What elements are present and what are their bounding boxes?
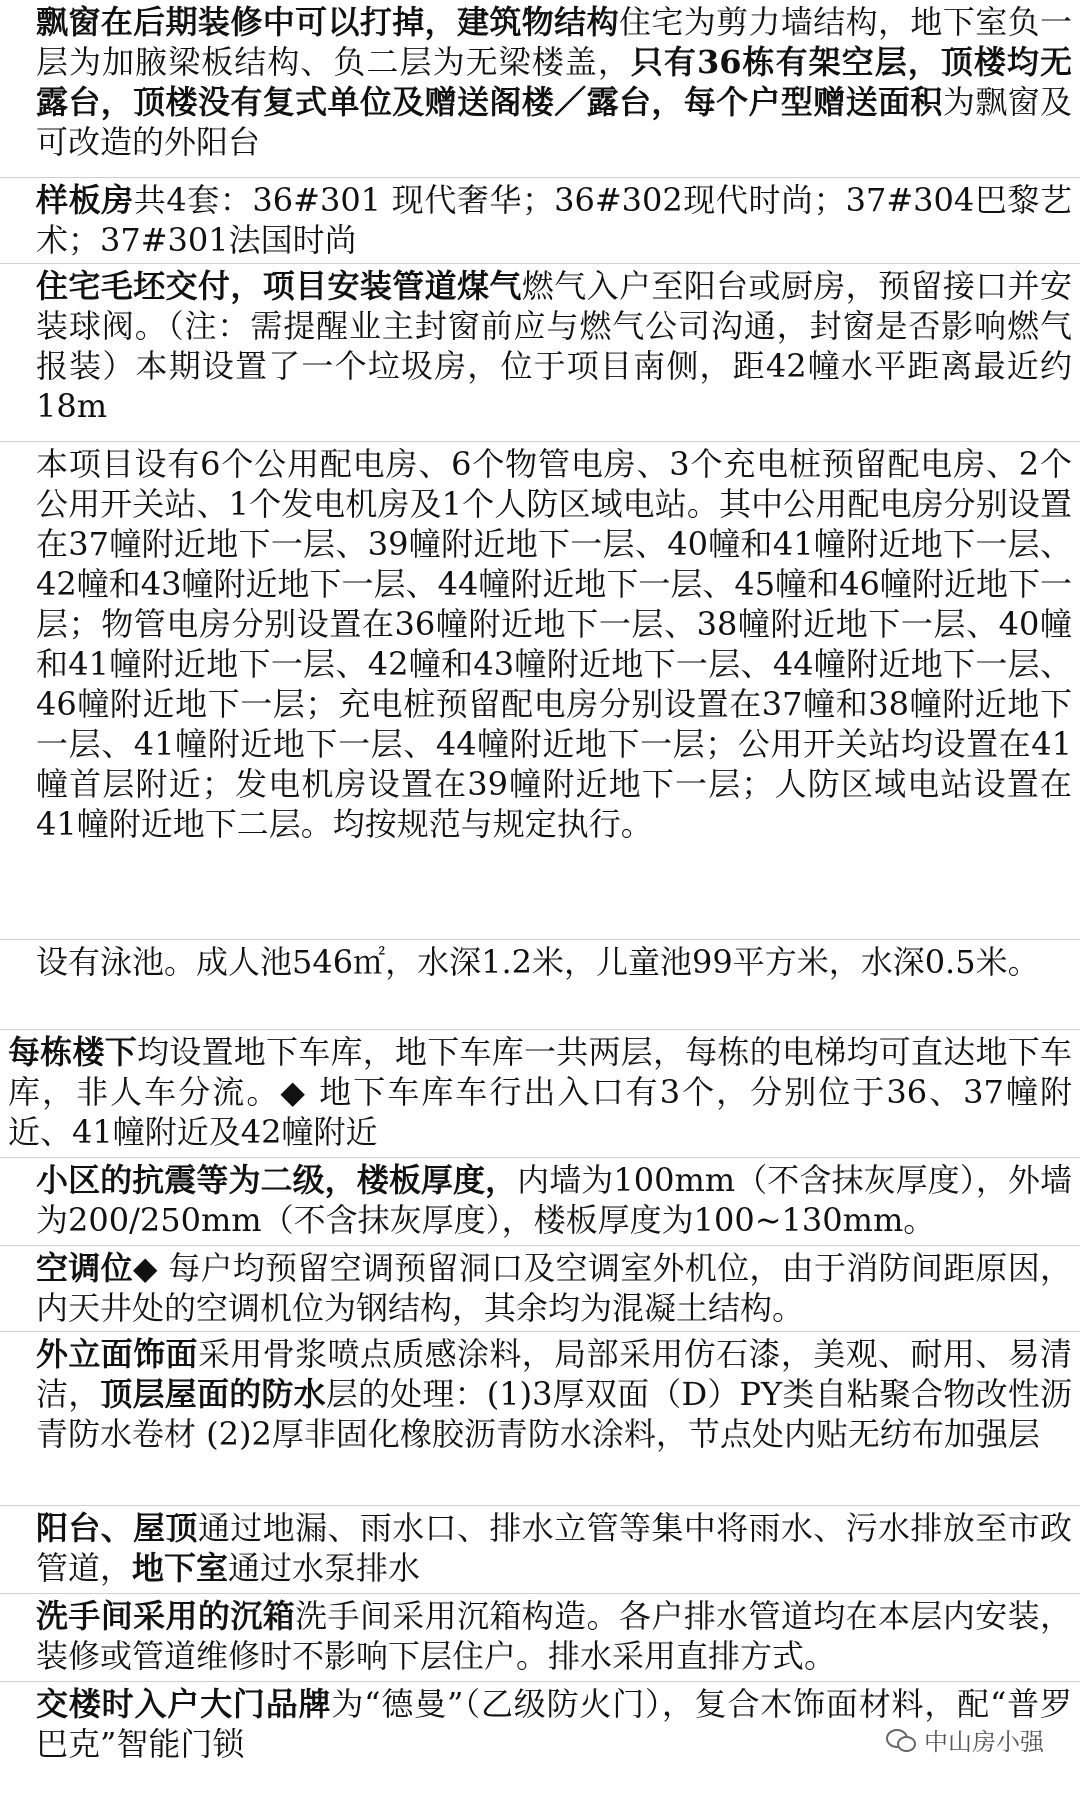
body-text: 内墙为100mm（不含抹灰厚度），外墙为200/250mm（不含抹灰厚度），楼板厚度为100~130mm。 — [36, 1161, 1072, 1239]
bold-text: 阳台、屋顶 — [36, 1509, 198, 1547]
body-text: 共4套：36#301 现代奢华；36#302现代时尚；37#304巴黎艺术；37#301法国时尚 — [36, 181, 1072, 259]
body-text: 层的处理：(1)3厚双面（D）PY类自粘聚合物改性沥青防水卷材 (2)2厚非固化橡胶沥青防水涂料，节点处内贴无纺布加强层 — [36, 1375, 1072, 1453]
body-text: 为“德曼”（乙级防火门），复合木饰面材料，配“普罗巴克”智能门锁 — [36, 1685, 1072, 1763]
body-text: 住宅为剪力墙结构，地下室负一层为加腋梁板结构、负二层为无梁楼盖， — [36, 3, 1072, 81]
body-text: 本项目设有6个公用配电房、6个物管电房、3个充电桩预留配电房、2个公用开关站、1个发电机房及1个人防区域电站。其中公用配电房分别设置在37幢附近地下一层、39幢附近地下一层、40幢和41幢附近地下一层、42幢和43幢附近地下一层、44幢附近地下一层、45幢和46幢附近地下一层；物管电房分别设置在36幢附近地下一层、38幢附近地下一层、40幢和41幢附近地下一层、42幢和43幢附近地下一层、44幢附近地下一层、46幢附近地下一层；充电桩预留配电房分别设置在37幢和38幢附近地下一层、41幢附近地下一层、44幢附近地下一层；公用开关站均设置在41幢首层附近；发电机房设置在39幢附近地下一层；人防区域电站设置在41幢附近地下二层。均按规范与规定执行。 — [36, 445, 1072, 843]
row-power-rooms — [0, 442, 1080, 940]
bold-text: 样板房 — [36, 181, 134, 219]
row-seismic — [0, 1158, 1080, 1246]
row-showrooms — [0, 178, 1080, 264]
bold-text: 外立面饰面 — [36, 1335, 198, 1373]
bold-text: 小区的抗震等为二级，楼板厚度， — [36, 1161, 518, 1199]
body-text: 设有泳池。成人池546㎡，水深1.2米，儿童池99平方米，水深0.5米。 — [36, 943, 1040, 981]
bold-text: 住宅毛坯交付，项目安装管道煤气 — [36, 267, 522, 305]
watermark-text: 中山房小强 — [924, 1728, 1044, 1756]
row-bathroom — [0, 1594, 1080, 1682]
body-text: 通过地漏、雨水口、排水立管等集中将雨水、污水排放至市政管道， — [36, 1509, 1072, 1587]
row-drainage — [0, 1506, 1080, 1594]
row-pool — [0, 940, 1080, 1030]
row-facade — [0, 1332, 1080, 1506]
wechat-icon — [886, 1727, 916, 1753]
body-text: 采用骨浆喷点质感涂料，局部采用仿石漆，美观、耐用、易清洁， — [36, 1335, 1072, 1413]
row-bay-window — [0, 0, 1080, 178]
row-aircon — [0, 1246, 1080, 1332]
row-delivery-gas — [0, 264, 1080, 442]
body-text: 通过水泵排水 — [228, 1549, 421, 1587]
bold-text: 每栋楼下 — [8, 1033, 137, 1071]
bold-text: 空调位◆ — [36, 1249, 158, 1287]
bold-text: 只有36栋有架空层，顶楼均无露台，顶楼没有复式单位及赠送阁楼／露台，每个户型赠送面积 — [36, 43, 1072, 121]
bold-text: 交楼时入户大门品牌 — [36, 1685, 332, 1723]
bold-text: 飘窗在后期装修中可以打掉，建筑物结构 — [36, 3, 619, 41]
body-text: 每户均预留空调预留洞口及空调室外机位，由于消防间距原因，内天井处的空调机位为钢结构，其余均为混凝土结构。 — [36, 1249, 1072, 1327]
body-text: 洗手间采用沉箱构造。各户排水管道均在本层内安装，装修或管道维修时不影响下层住户。排水采用直排方式。 — [36, 1597, 1072, 1675]
bold-text: 地下室 — [132, 1549, 229, 1587]
bold-text: 洗手间采用的沉箱 — [36, 1597, 296, 1635]
body-text: 均设置地下车库，地下车库一共两层，每栋的电梯均可直达地下车库，非人车分流。◆ 地下车库车行出入口有3个，分别位于36、37幢附近、41幢附近及42幢附近 — [8, 1033, 1072, 1151]
body-text: 燃气入户至阳台或厨房，预留接口并安装球阀。（注：需提醒业主封窗前应与燃气公司沟通，封窗是否影响燃气报装）本期设置了一个垃圾房，位于项目南侧，距42幢水平距离最近约18m — [36, 267, 1072, 425]
row-garage — [0, 1030, 1080, 1158]
bold-text: 顶层屋面的防水 — [100, 1375, 326, 1413]
watermark — [886, 1722, 1044, 1757]
body-text: 为飘窗及可改造的外阳台 — [36, 83, 1072, 161]
